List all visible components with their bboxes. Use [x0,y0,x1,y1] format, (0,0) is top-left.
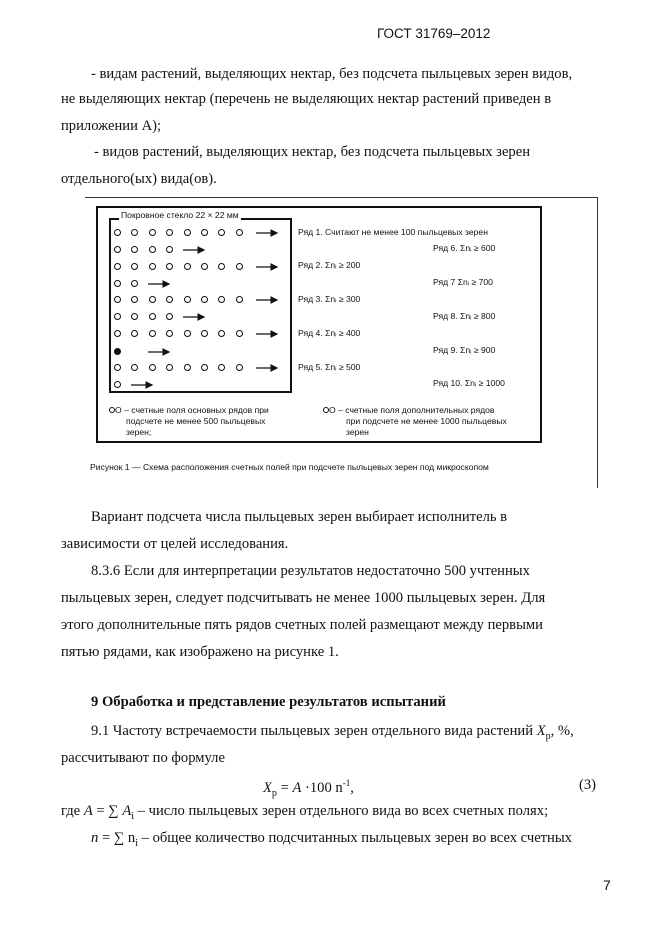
where-ai-sub: i [131,810,135,822]
bullet-1-line-1: - видам растений, выделяющих нектар, без подсчета пыльцевых зерен видов, [91,66,573,82]
formula-x-sub: p [271,787,277,799]
formula-x: X [263,779,272,796]
legend-main-line-1: О – счетные поля основных рядов при [115,405,269,415]
p836-line-4: пятью рядами, как изображено на рисунке 1. [61,644,339,660]
n-text: – общее количество подсчитанных пыльцевых зерен во всех счетных [137,830,572,846]
p91-var-sub: p [545,730,551,742]
row-label-1: Ряд 1. Считают не менее 100 пыльцевых зерен [298,227,488,237]
bullet-2-line-1: - видов растений, выделяющих нектар, без подсчета пыльцевых зерен [94,144,531,160]
bullet-2-line-2: отдельного(ых) вида(ов). [61,171,217,187]
figure-caption: Рисунок 1 — Схема расположения счетных полей при подсчете пыльцевых зерен под микроскопом [90,462,489,472]
formula-sup: -1 [342,778,351,788]
row-label-6: Ряд 6. Σnᵢ ≥ 600 [433,243,496,253]
formula-number: (3) [579,777,597,793]
p836-line-1: 8.3.6 Если для интерпретации результатов недостаточно 500 учтенных [91,563,530,579]
variant-line-2: зависимости от целей исследования. [61,536,289,552]
where-a: A [83,803,93,819]
p91-line-1-text: 9.1 Частоту встречаемости пыльцевых зерен отдельного вида растений [91,723,537,739]
n-sub: i [135,837,138,849]
row-label-7: Ряд 7 Σnᵢ ≥ 700 [433,277,493,287]
row-label-5: Ряд 5. Σnᵢ ≥ 500 [298,362,361,372]
row-label-10: Ряд 10. Σnᵢ ≥ 1000 [433,378,505,388]
row-label-8: Ряд 8. Σnᵢ ≥ 800 [433,311,496,321]
variant-line-1: Вариант подсчета числа пыльцевых зерен выбирает исполнитель в [91,509,508,525]
where-a-line [61,802,548,826]
bullet-1-line-3: приложении А); [61,118,162,134]
section-9-heading: 9 Обработка и представление результатов испытаний [91,694,446,710]
p836-line-2: пыльцевых зерен, следует подсчитывать не менее 1000 пыльцевых зерен. Для [61,590,546,606]
row-label-4: Ряд 4. Σnᵢ ≥ 400 [298,328,361,338]
legend-main-line-3: зерен; [126,427,152,437]
where-a-text: – число пыльцевых зерен отдельного вида во всех счетных полях; [134,803,549,819]
page-number: 7 [603,877,611,893]
where-eq: = ∑ [92,803,123,819]
legend-extra-line-3: зерен [346,427,369,437]
row-label-9: Ряд 9. Σnᵢ ≥ 900 [433,345,496,355]
n-eq: = ∑ n [98,830,136,846]
formula-a: A [292,779,302,796]
cover-glass-label: Покровное стекло 22 × 22 мм [121,210,239,220]
p91-line-2: рассчитывают по формуле [61,750,225,766]
p91-line-1 [91,722,574,746]
n-var: n [91,830,99,846]
formula-eq: = [276,779,293,796]
formula-tail: , [350,779,354,796]
p836-line-3: этого дополнительные пять рядов счетных полей размещают между первыми [61,617,543,633]
where-prefix: где [61,803,84,819]
row-label-3: Ряд 3. Σnᵢ ≥ 300 [298,294,361,304]
legend-extra-line-2: при подсчете не менее 1000 пыльцевых [346,416,507,426]
p91-var-x: X [536,723,546,739]
formula-3 [263,774,354,803]
p91-line-1-tail: , %, [550,723,574,739]
row-label-2: Ряд 2. Σnᵢ ≥ 200 [298,260,361,270]
document-header: ГОСТ 31769–2012 [377,26,491,41]
bullet-1-line-2: не выделяющих нектар (перечень не выделяющих нектар растений приведен в [61,91,552,107]
where-ai: A [122,803,132,819]
legend-main-line-2: подсчете не менее 500 пыльцевых [126,416,266,426]
legend-extra-line-1: О – счетные поля дополнительных рядов [329,405,495,415]
where-n-line [91,829,572,853]
formula-rest: ·100 n [301,779,343,796]
